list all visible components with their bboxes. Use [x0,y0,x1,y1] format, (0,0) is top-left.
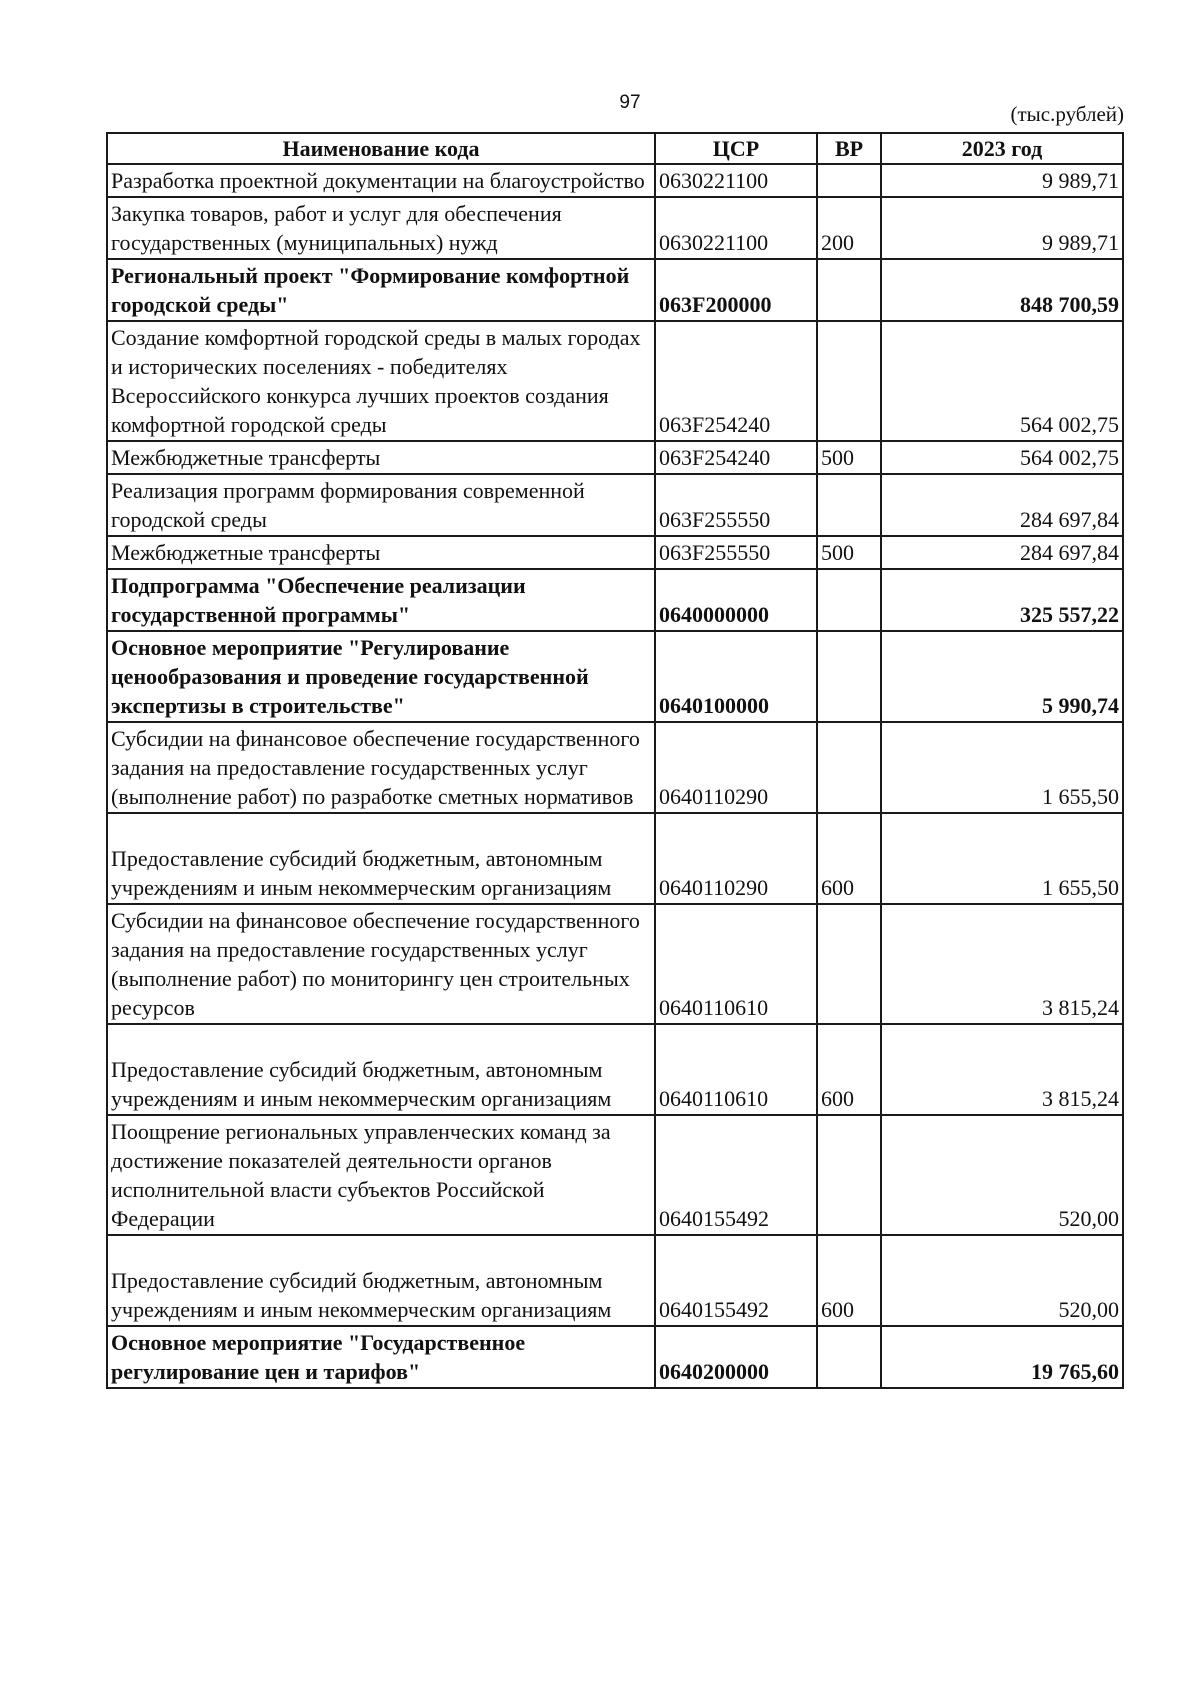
header-year: 2023 год [881,133,1123,164]
row-name: Субсидии на финансовое обеспечение государственного задания на предоставление государственных услуг (выполнение работ) по разработке сметных нормативов [107,722,655,813]
table-row [107,813,1123,904]
row-amount: 520,00 [881,1115,1123,1235]
table-row [107,904,1123,1024]
table-row [107,631,1123,722]
row-name: Межбюджетные трансферты [107,441,655,474]
row-amount: 3 815,24 [881,904,1123,1024]
table-row [107,197,1123,259]
row-spacer [111,1026,651,1055]
row-name: Подпрограмма "Обеспечение реализации государственной программы" [107,569,655,631]
row-name-text: Предоставление субсидий бюджетным, автономным учреждениям и иным некоммерческим организациям [111,1057,612,1111]
row-csr: 0640155492 [655,1115,817,1235]
header-name: Наименование кода [107,133,655,164]
table-row [107,1326,1123,1388]
row-vr: 500 [817,441,881,474]
table-row [107,1024,1123,1115]
row-csr: 0640200000 [655,1326,817,1388]
row-amount: 325 557,22 [881,569,1123,631]
row-amount: 1 655,50 [881,722,1123,813]
row-amount: 3 815,24 [881,1024,1123,1115]
row-name [107,1235,655,1326]
row-amount: 9 989,71 [881,197,1123,259]
table-body [107,164,1123,1388]
row-name: Основное мероприятие "Регулирование ценообразования и проведение государственной экспертизы в строительстве" [107,631,655,722]
row-amount: 9 989,71 [881,164,1123,197]
table-row [107,164,1123,197]
row-amount: 564 002,75 [881,321,1123,441]
row-vr [817,259,881,321]
row-amount: 1 655,50 [881,813,1123,904]
row-name: Закупка товаров, работ и услуг для обеспечения государственных (муниципальных) нужд [107,197,655,259]
row-csr: 0640110610 [655,904,817,1024]
row-csr: 063F200000 [655,259,817,321]
table-row [107,1115,1123,1235]
row-vr [817,321,881,441]
row-csr: 0640100000 [655,631,817,722]
units-label: (тыс.рублей) [1010,102,1124,126]
table-row [107,569,1123,631]
row-csr: 0640000000 [655,569,817,631]
row-name: Разработка проектной документации на благоустройство [107,164,655,197]
row-name: Субсидии на финансовое обеспечение государственного задания на предоставление государственных услуг (выполнение работ) по мониторингу цен строительных ресурсов [107,904,655,1024]
row-name: Создание комфортной городской среды в малых городах и исторических поселениях - победителях Всероссийского конкурса лучших проектов создания комфортной городской среды [107,321,655,441]
row-csr: 0640110290 [655,722,817,813]
row-vr [817,631,881,722]
row-vr [817,474,881,536]
table-header-row [107,133,1123,164]
table-row [107,474,1123,536]
table-row [107,321,1123,441]
row-csr: 0640110610 [655,1024,817,1115]
header-vr: ВР [817,133,881,164]
row-amount: 564 002,75 [881,441,1123,474]
row-spacer [111,1237,651,1266]
row-vr [817,904,881,1024]
row-vr [817,1115,881,1235]
table-row [107,441,1123,474]
row-csr: 0630221100 [655,164,817,197]
row-vr [817,722,881,813]
budget-table [106,132,1124,1389]
row-csr: 0640110290 [655,813,817,904]
row-name-text: Предоставление субсидий бюджетным, автономным учреждениям и иным некоммерческим организациям [111,846,612,900]
table-row [107,1235,1123,1326]
row-vr: 600 [817,1235,881,1326]
table-row [107,722,1123,813]
page-number: 97 [619,92,641,113]
row-vr: 200 [817,197,881,259]
row-name: Региональный проект "Формирование комфортной городской среды" [107,259,655,321]
row-amount: 848 700,59 [881,259,1123,321]
row-name-text: Предоставление субсидий бюджетным, автономным учреждениям и иным некоммерческим организациям [111,1268,612,1322]
row-amount: 5 990,74 [881,631,1123,722]
header-csr: ЦСР [655,133,817,164]
row-name: Межбюджетные трансферты [107,536,655,569]
row-vr: 600 [817,1024,881,1115]
row-csr: 0640155492 [655,1235,817,1326]
row-amount: 19 765,60 [881,1326,1123,1388]
row-name: Основное мероприятие "Государственное регулирование цен и тарифов" [107,1326,655,1388]
table-row [107,536,1123,569]
row-vr: 500 [817,536,881,569]
row-spacer [111,815,651,844]
row-vr [817,569,881,631]
row-csr: 0630221100 [655,197,817,259]
row-csr: 063F255550 [655,474,817,536]
row-amount: 284 697,84 [881,474,1123,536]
row-csr: 063F255550 [655,536,817,569]
row-csr: 063F254240 [655,321,817,441]
row-vr [817,164,881,197]
row-vr [817,1326,881,1388]
row-name [107,813,655,904]
row-csr: 063F254240 [655,441,817,474]
row-vr: 600 [817,813,881,904]
row-name [107,1024,655,1115]
row-name: Реализация программ формирования современной городской среды [107,474,655,536]
row-amount: 520,00 [881,1235,1123,1326]
table-row [107,259,1123,321]
row-amount: 284 697,84 [881,536,1123,569]
row-name: Поощрение региональных управленческих команд за достижение показателей деятельности органов исполнительной власти субъектов Российской Федерации [107,1115,655,1235]
